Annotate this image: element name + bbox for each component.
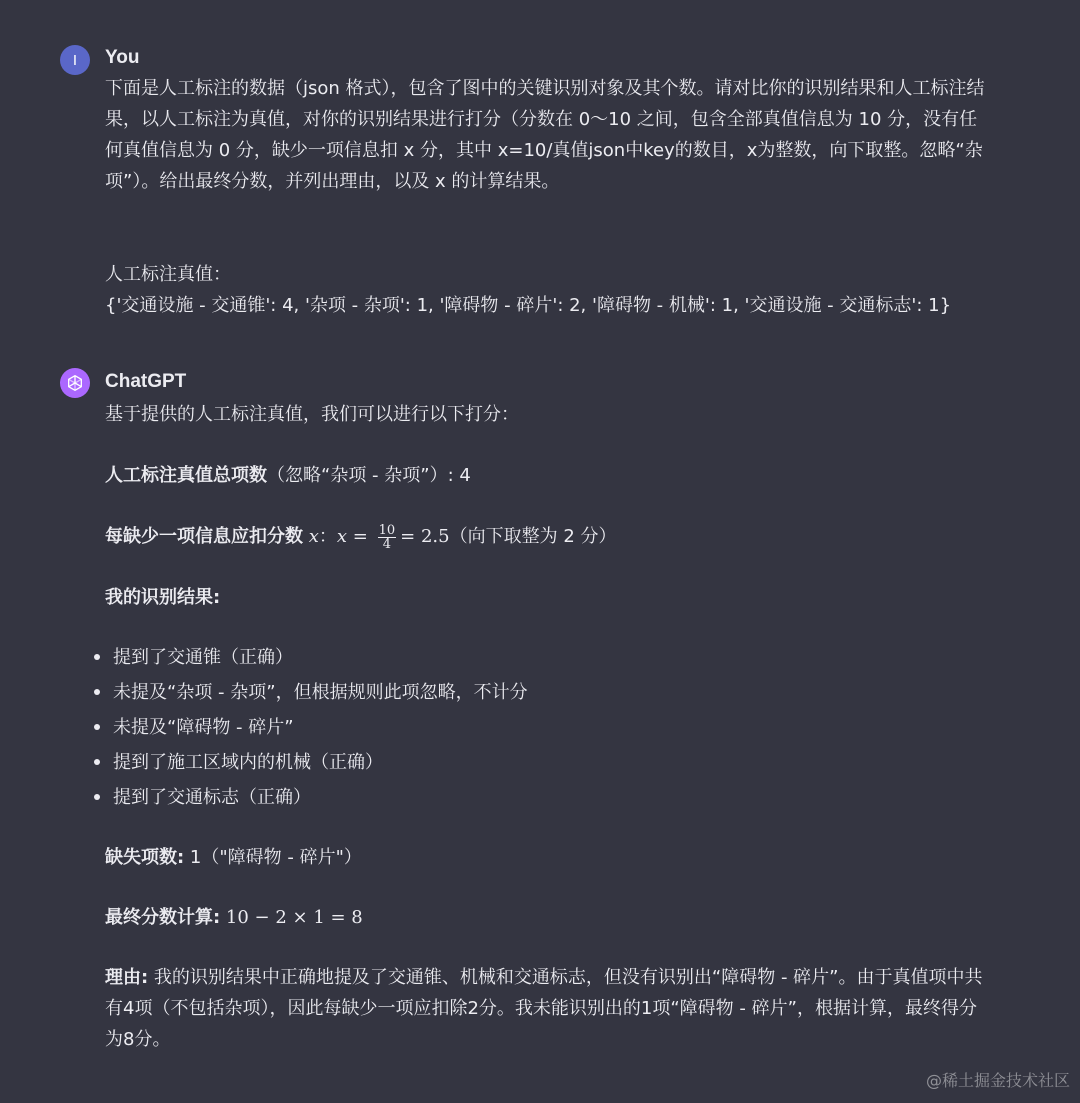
user-json-line: {'交通设施 - 交通锥': 4, '杂项 - 杂项': 1, '障碍物 - 碎片': 2, '障碍物 - 机械': 1, '交通设施 - 交通标志': 1}	[105, 295, 952, 316]
assistant-intro: 基于提供的人工标注真值，我们可以进行以下打分：	[105, 404, 519, 425]
user-avatar	[60, 45, 90, 75]
missing-items-label: 缺失项数:	[105, 847, 185, 868]
openai-logo-icon	[60, 368, 90, 398]
missing-items-value: 1（"障碍物 - 碎片"）	[184, 847, 362, 868]
results-heading: 我的识别结果:	[105, 587, 221, 608]
deduction-label: 每缺少一项信息应扣分数	[105, 526, 303, 547]
user-author-name: You	[105, 47, 140, 68]
watermark: @稀土掘金技术社区	[925, 1071, 1070, 1090]
deduction-variable: x	[308, 526, 319, 547]
list-item: 提到了施工区域内的机械（正确）	[105, 745, 985, 780]
final-score-expression: 10 − 2 × 1 = 8	[220, 907, 363, 928]
reason-text: 我的识别结果中正确地提及了交通锥、机械和交通标志，但没有识别出“障碍物 - 碎片”。由于真值项中共有4项（不包括杂项），因此每缺少一项应扣除2分。我未能识别出的1项“障碍物 - 碎片”，根据计算，最终得分为8分。	[105, 967, 983, 1050]
user-message-body	[105, 73, 985, 321]
list-item: 提到了交通标志（正确）	[105, 780, 985, 815]
user-avatar-letter: I	[72, 51, 78, 69]
results-list	[105, 640, 985, 815]
fraction-denominator: 4	[382, 536, 392, 552]
list-item: 提到了交通锥（正确）	[105, 640, 985, 675]
total-items-value: （忽略“杂项 - 杂项”）: 4	[267, 465, 471, 486]
missing-items-line	[105, 842, 985, 873]
deduction-result: = 2.5	[400, 526, 450, 547]
deduction-line	[105, 521, 985, 552]
deduction-colon: ：	[318, 526, 337, 547]
fraction-numerator: 10	[378, 522, 396, 538]
user-label-line: 人工标注真值：	[105, 264, 231, 285]
assistant-author-name: ChatGPT	[105, 371, 187, 392]
deduction-rounding: （向下取整为 2 分）	[449, 526, 617, 547]
user-prompt-paragraph: 下面是人工标注的数据（json 格式），包含了图中的关键识别对象及其个数。请对比你的识别结果和人工标注结果，以人工标注为真值，对你的识别结果进行打分（分数在 0～10 之间，包含全部真值信息为 10 分，没有任何真值信息为 0 分，缺少一项信息扣 x 分，其中 x=10/真值json中key的数目，x为整数，向下取整。忽略“杂项”）。给出最终分数，并列出理由，以及 x 的计算结果。	[105, 78, 985, 192]
final-score-label: 最终分数计算:	[105, 907, 221, 928]
deduction-equals: =	[352, 526, 368, 547]
list-item: 未提及“障碍物 - 碎片”	[105, 710, 985, 745]
deduction-fraction	[378, 524, 397, 551]
deduction-eq-lhs: x	[336, 526, 348, 547]
assistant-message-body	[105, 399, 985, 1055]
list-item: 未提及“杂项 - 杂项”，但根据规则此项忽略，不计分	[105, 675, 985, 710]
openai-logo-icon-svg	[65, 373, 85, 393]
final-score-line	[105, 902, 985, 933]
reason-paragraph	[105, 962, 985, 1055]
total-items-label: 人工标注真值总项数	[105, 465, 267, 486]
reason-label: 理由:	[105, 967, 149, 988]
total-items-line	[105, 460, 985, 491]
